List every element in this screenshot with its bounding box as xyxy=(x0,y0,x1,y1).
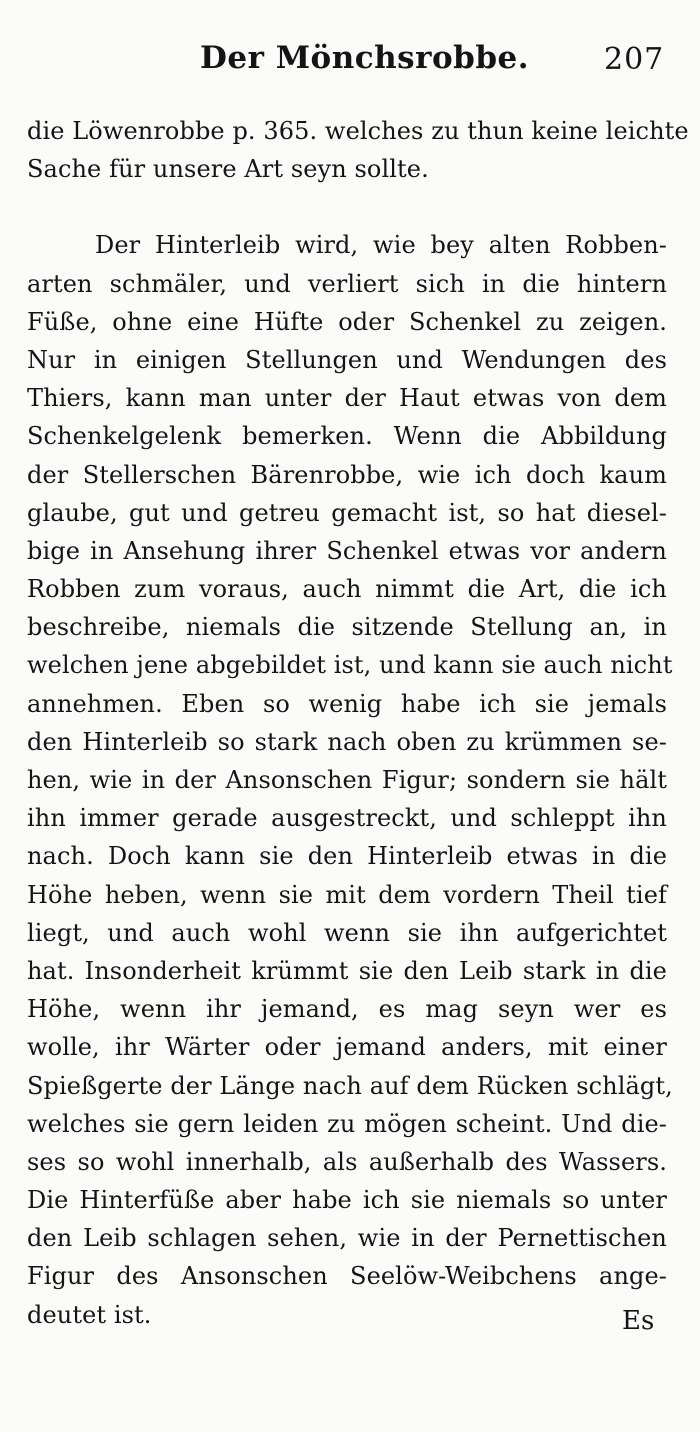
text-line: wolle, ihr Wärter oder jemand anders, mit einer xyxy=(27,1033,667,1062)
text-line: beschreibe, niemals die sitzende Stellung an, in xyxy=(27,613,667,642)
text-line: Füße, ohne eine Hüfte oder Schenkel zu zeigen. xyxy=(27,307,667,336)
text-line: deutet ist. xyxy=(27,1300,152,1329)
text-line: die Löwenrobbe p. 365. welches zu thun keine leichte xyxy=(27,117,689,145)
paragraph-gap xyxy=(27,188,667,226)
text-line: Schenkelgelenk bemerken. Wenn die Abbildung xyxy=(27,422,667,451)
text-line: annehmen. Eben so wenig habe ich sie jemals xyxy=(27,689,667,718)
text-line: Höhe, wenn ihr jemand, es mag seyn wer es xyxy=(27,995,667,1024)
body-text xyxy=(27,112,689,1334)
text-line: welchen jene abgebildet ist, und kann sie auch nicht xyxy=(27,651,673,680)
page-number: 207 xyxy=(604,42,665,77)
text-line: Spießgerte der Länge nach auf dem Rücken schlägt, xyxy=(27,1071,673,1100)
text-line: welches sie gern leiden zu mögen scheint. Und die- xyxy=(27,1109,667,1138)
text-line: Der Hinterleib wird, wie bey alten Robben- xyxy=(95,231,667,260)
text-line: hat. Insonderheit krümmt sie den Leib stark in die xyxy=(27,956,667,985)
text-line: Sache für unsere Art seyn sollte. xyxy=(27,155,429,184)
text-line: ses so wohl innerhalb, als außerhalb des Wassers. xyxy=(27,1147,667,1176)
text-line: Nur in einigen Stellungen und Wendungen des xyxy=(27,345,667,374)
text-line: ihn immer gerade ausgestreckt, und schleppt ihn xyxy=(27,804,667,833)
text-line: den Leib schlagen sehen, wie in der Pernettischen xyxy=(27,1224,667,1253)
text-line: der Stellerschen Bärenrobbe, wie ich doch kaum xyxy=(27,460,667,489)
catchword: Es xyxy=(622,1306,655,1336)
paragraph-2 xyxy=(27,226,673,1333)
text-line: nach. Doch kann sie den Hinterleib etwas in die xyxy=(27,842,667,871)
text-line: den Hinterleib so stark nach oben zu krümmen se- xyxy=(27,727,667,756)
text-line: glaube, gut und getreu gemacht ist, so hat diesel- xyxy=(27,498,667,527)
text-line: Figur des Ansonschen Seelöw-Weibchens ange- xyxy=(27,1262,667,1291)
text-line: Höhe heben, wenn sie mit dem vordern Theil tief xyxy=(27,880,667,909)
text-line: arten schmäler, und verliert sich in die hintern xyxy=(27,269,667,298)
paragraph-1 xyxy=(27,112,689,188)
text-line: Die Hinterfüße aber habe ich sie niemals so unter xyxy=(27,1186,667,1215)
text-line: bige in Ansehung ihrer Schenkel etwas vor andern xyxy=(27,536,667,565)
text-line: Thiers, kann man unter der Haut etwas von dem xyxy=(27,384,667,413)
text-line: liegt, und auch wohl wenn sie ihn aufgerichtet xyxy=(27,918,667,947)
text-line: hen, wie in der Ansonschen Figur; sondern sie hält xyxy=(27,766,667,794)
text-line: Robben zum voraus, auch nimmt die Art, die ich xyxy=(27,575,667,604)
running-title: Der Mönchsrobbe. xyxy=(200,40,530,76)
